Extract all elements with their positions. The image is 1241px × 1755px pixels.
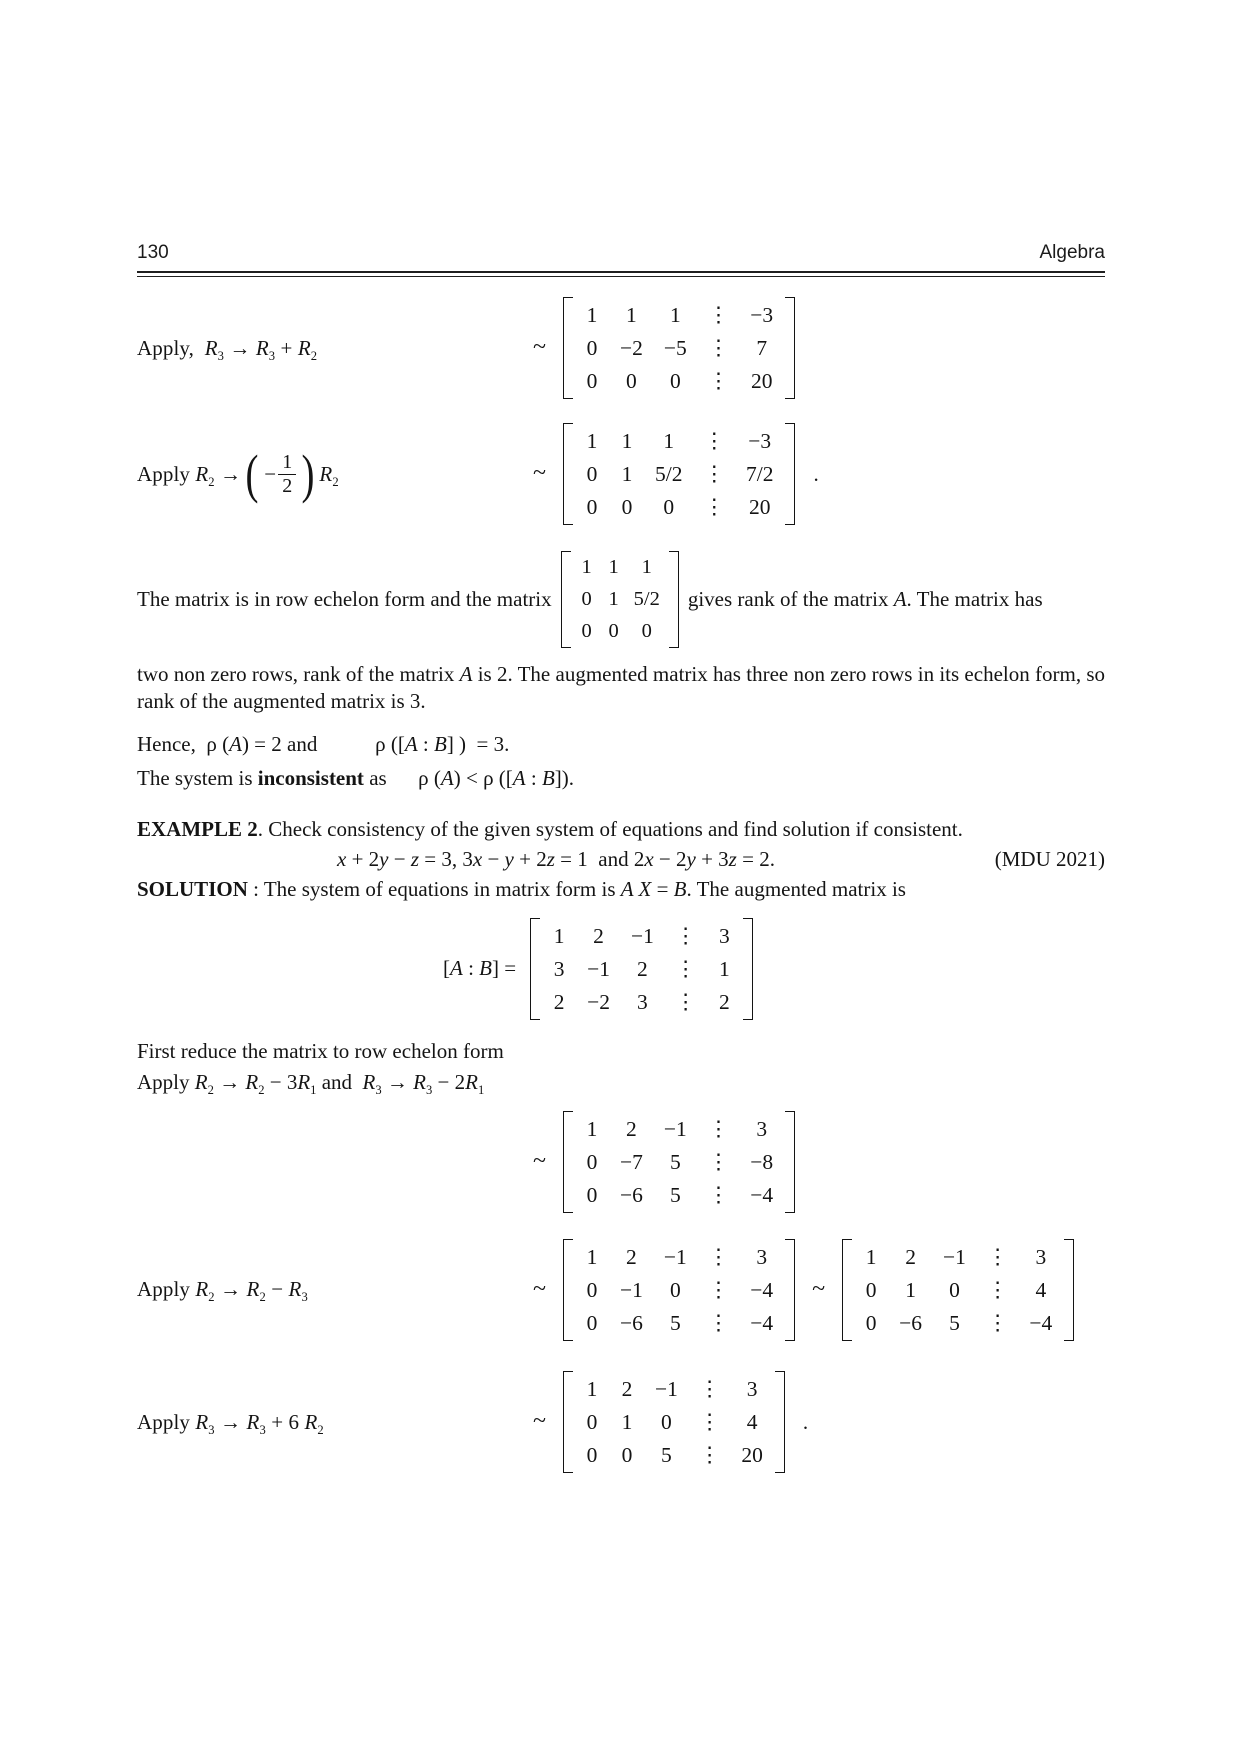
first-reduce-line: First reduce the matrix to row echelon form: [137, 1038, 504, 1063]
matrix-cell: ⋮: [698, 1443, 721, 1468]
hence-line: Hence, ρ (A) = 2 and ρ ([A : B] ) = 3.: [137, 732, 510, 757]
step-math: [533, 297, 795, 399]
matrix-cell: 0: [586, 462, 598, 487]
matrix-cell: 0: [581, 620, 592, 643]
matrix-cell: 0: [581, 588, 592, 611]
source-tag: (MDU 2021): [994, 847, 1105, 872]
matrix-left-bracket: [561, 551, 571, 648]
matrix-cell: −1: [630, 923, 654, 948]
matrix-cell: ⋮: [674, 989, 697, 1014]
equations-row: [137, 847, 1105, 872]
label-prefix: Apply $R_2$ →: [137, 461, 242, 490]
matrix-cell: 5: [669, 1182, 681, 1207]
matrix-cell: ⋮: [707, 1310, 730, 1335]
matrix-cells: [573, 423, 785, 525]
matrix-cell: 5: [949, 1310, 960, 1335]
header-divider: [137, 271, 1105, 277]
matrix-cell: −6: [619, 1182, 643, 1207]
matrix-cell: 0: [865, 1277, 877, 1302]
matrix-cell: 0: [949, 1277, 960, 1302]
matrix-cell: 0: [608, 620, 619, 643]
apply-operations-line: Apply $R_2 \to R_2 - 3R_1$ and $R_3 \to R_3 - 2R_1$: [137, 1070, 485, 1098]
matrix-cell: 2: [626, 1116, 637, 1141]
step-label: Apply, $R_3 \to R_3 + R_2$: [137, 335, 318, 363]
matrix-right-bracket: [669, 551, 679, 648]
matrix-cell: ⋮: [986, 1310, 1009, 1335]
matrix: [563, 297, 795, 399]
matrix-cell: ⋮: [707, 369, 730, 394]
matrix-cell: ⋮: [698, 1410, 721, 1435]
matrix-cell: 2: [626, 1244, 637, 1269]
matrix-cell: ⋮: [674, 923, 697, 948]
matrix-right-bracket: [785, 1111, 795, 1213]
equations-line: x + 2y − z = 3, 3x − y + 2z = 1 and 2x − 2y + 3z = 2.: [337, 847, 775, 872]
step-row-r3-plus-r2: [137, 297, 1105, 399]
matrix-cell: 1: [905, 1277, 916, 1302]
matrix-cell: −4: [750, 1277, 774, 1302]
matrix-cell: 3: [719, 923, 730, 948]
matrix-cell: −5: [663, 336, 687, 361]
matrix: [561, 551, 679, 648]
matrix-cell: 0: [586, 1310, 598, 1335]
matrix-cell: ⋮: [703, 495, 725, 520]
matrix-cell: 1: [621, 429, 633, 454]
rank-paragraph: two non zero rows, rank of the matrix A is 2. The augmented matrix has three non zero rows in its echelon form, so rank of the augmented matrix is 3.: [137, 662, 1105, 714]
echelon-paragraph: [137, 551, 1105, 648]
matrix-left-bracket: [563, 1371, 573, 1473]
matrix-cell: ⋮: [674, 956, 697, 981]
matrix-cell: 7: [756, 336, 768, 361]
matrix-cell: −7: [619, 1149, 643, 1174]
matrix: [563, 1239, 795, 1341]
matrix-cell: 2: [553, 989, 565, 1014]
similarity-symbol: ~: [533, 1147, 546, 1174]
matrix-cell: ⋮: [707, 1244, 730, 1269]
system-line: The system is inconsistent as ρ (A) < ρ ([A : B]).: [137, 765, 575, 790]
matrix-cell: 2: [905, 1244, 916, 1269]
matrix-cell: 0: [586, 1149, 598, 1174]
matrix-cell: 1: [586, 1116, 598, 1141]
matrix-cells: [540, 918, 743, 1020]
matrix-cell: −1: [943, 1244, 966, 1269]
matrix-cell: 0: [586, 336, 598, 361]
matrix-cell: 3: [1035, 1244, 1047, 1269]
page-header: [137, 0, 1105, 271]
matrix-cell: −6: [899, 1310, 923, 1335]
example-heading: EXAMPLE 2. Check consistency of the given system of equations and find solution if consistent.: [137, 817, 963, 842]
matrix-cell: 1: [669, 303, 681, 327]
fraction-denominator: 2: [278, 474, 296, 497]
matrix-cell: 1: [586, 303, 598, 327]
matrix-cell: 7/2: [745, 462, 774, 487]
matrix-cell: 4: [1035, 1277, 1047, 1302]
matrix-left-bracket: [563, 1111, 573, 1213]
matrix-left-bracket: [563, 1239, 573, 1341]
matrix-cell: 1: [553, 923, 565, 948]
matrix-cells: [571, 551, 669, 648]
matrix-left-bracket: [842, 1239, 852, 1341]
matrix-cell: 2: [719, 989, 730, 1014]
matrix-cell: 0: [626, 369, 637, 394]
matrix-cell: ⋮: [707, 1182, 730, 1207]
matrix-cell: 1: [608, 556, 619, 579]
matrix-cell: 0: [586, 369, 598, 394]
matrix: [563, 423, 795, 525]
fraction-numerator: 1: [282, 451, 293, 474]
step-math: [533, 1239, 1074, 1341]
step-label: Apply $R_2 \to R_2 - R_3$: [137, 1277, 308, 1305]
matrix-cell: ⋮: [703, 462, 725, 487]
matrix: [563, 1371, 785, 1473]
matrix-cells: [573, 1371, 775, 1473]
fraction-sign: −: [264, 461, 277, 486]
matrix-cell: ⋮: [698, 1376, 721, 1401]
matrix-right-bracket: [785, 423, 795, 525]
trailing-period: .: [813, 461, 819, 486]
matrix-right-bracket: [1064, 1239, 1074, 1341]
similarity-symbol: ~: [533, 334, 546, 361]
matrix-cell: 20: [750, 369, 773, 394]
solution-line: SOLUTION : The system of equations in matrix form is A X = B. The augmented matrix is: [137, 877, 906, 902]
matrix-cell: 1: [581, 556, 592, 579]
matrix: [563, 1111, 795, 1213]
similarity-symbol: ~: [533, 1275, 546, 1302]
matrix-cell: ⋮: [707, 1116, 730, 1141]
matrix-cell: 5/2: [633, 588, 660, 611]
matrix-cell: 1: [621, 462, 633, 487]
matrix-cell: −1: [619, 1277, 643, 1302]
matrix-cell: 3: [553, 956, 565, 981]
matrix-cell: 1: [626, 303, 637, 327]
fraction-stack: [278, 451, 296, 497]
matrix-cell: 0: [663, 495, 675, 520]
page-number: 130: [137, 242, 169, 263]
step-math: [533, 1371, 808, 1473]
matrix-cell: 0: [865, 1310, 877, 1335]
matrix-cell: 0: [641, 620, 652, 643]
matrix-cell: 0: [586, 1277, 598, 1302]
step-row-r3-plus-6r2: [137, 1371, 1105, 1473]
matrix-cell: 20: [748, 495, 771, 520]
matrix-cell: 5: [669, 1149, 681, 1174]
matrix-cell: ⋮: [707, 336, 730, 361]
matrix-cell: −6: [619, 1310, 643, 1335]
matrix-cell: 5: [669, 1310, 681, 1335]
matrix-cell: −4: [750, 1310, 774, 1335]
matrix-cell: 1: [608, 588, 619, 611]
subject-label: Algebra: [1039, 242, 1105, 263]
matrix-cell: 1: [586, 1244, 598, 1269]
trailing-period: .: [802, 1409, 809, 1434]
fraction: [263, 451, 297, 497]
matrix-cells: [573, 297, 785, 399]
matrix-cell: −2: [619, 336, 643, 361]
matrix-cells: [573, 1239, 785, 1341]
matrix-cell: 0: [586, 495, 598, 520]
matrix-right-bracket: [775, 1371, 785, 1473]
echelon-text-before: The matrix is in row echelon form and the matrix: [137, 587, 552, 612]
matrix-cell: −3: [748, 429, 772, 454]
matrix-cell: 2: [621, 1376, 633, 1401]
matrix-cell: ⋮: [986, 1277, 1009, 1302]
matrix-cell: 1: [865, 1244, 877, 1269]
matrix-right-bracket: [785, 297, 795, 399]
step-math: [533, 423, 819, 525]
similarity-symbol: ~: [533, 1408, 546, 1435]
augmented-matrix-label: [A : B] =: [443, 956, 517, 981]
matrix-cell: −1: [654, 1376, 678, 1401]
matrix-cell: 0: [669, 369, 681, 394]
matrix-cell: −8: [750, 1149, 774, 1174]
matrix-cell: ⋮: [703, 429, 725, 454]
matrix-cell: 3: [756, 1244, 768, 1269]
matrix-cell: 0: [586, 1182, 598, 1207]
matrix-cell: 0: [621, 1443, 633, 1468]
matrix-left-bracket: [563, 297, 573, 399]
matrix-cell: 0: [621, 495, 633, 520]
matrix-cell: ⋮: [986, 1244, 1009, 1269]
matrix-cell: 0: [661, 1410, 672, 1435]
matrix-right-bracket: [743, 918, 753, 1020]
matrix-cell: 20: [741, 1443, 763, 1468]
matrix-cell: 1: [719, 956, 730, 981]
matrix-cell: 0: [586, 1410, 598, 1435]
matrix-cell: −4: [750, 1182, 774, 1207]
matrix-cell: 2: [637, 956, 648, 981]
matrix-cell: 1: [586, 429, 598, 454]
matrix-cell: −3: [750, 303, 774, 327]
matrix-cell: ⋮: [707, 1149, 730, 1174]
matrix-cell: 1: [641, 556, 652, 579]
matrix-cell: 3: [746, 1376, 758, 1401]
matrix-left-bracket: [563, 423, 573, 525]
matrix-cell: ⋮: [707, 1277, 730, 1302]
matrix-cell: 5/2: [654, 462, 683, 487]
matrix-cell: 0: [669, 1277, 681, 1302]
matrix-cell: 2: [593, 923, 604, 948]
similarity-symbol: ~: [533, 460, 546, 487]
echelon-text-after: gives rank of the matrix A. The matrix has: [687, 587, 1043, 612]
matrix-cell: 1: [621, 1410, 633, 1435]
matrix-cell: 3: [637, 989, 648, 1014]
step-row-r2-scale: [137, 423, 1105, 525]
matrix-cell: 1: [663, 429, 675, 454]
matrix-cells: [573, 1111, 785, 1213]
matrix-cell: 5: [661, 1443, 672, 1468]
step-row-after-apply: [137, 1111, 1105, 1213]
step-label: Apply $R_2$ → ( − $\frac{1}{2}$ ) $R_2$: [137, 444, 339, 505]
step-math: [533, 1111, 795, 1213]
augmented-matrix-row: [443, 918, 1105, 1020]
matrix-cell: −1: [587, 956, 610, 981]
matrix-cell: −1: [663, 1116, 687, 1141]
matrix-cell: −1: [663, 1244, 687, 1269]
step-label: Apply $R_3 \to R_3 + 6$ $R_2$: [137, 1409, 324, 1437]
matrix-cell: 1: [586, 1376, 598, 1401]
matrix-cell: 0: [586, 1443, 598, 1468]
matrix-cell: 3: [756, 1116, 768, 1141]
similarity-symbol: ~: [812, 1275, 826, 1302]
step-row-r2-minus-r3: [137, 1239, 1105, 1341]
matrix-cell: ⋮: [707, 303, 730, 327]
matrix: [530, 918, 753, 1020]
matrix: [842, 1239, 1074, 1341]
matrix-right-bracket: [785, 1239, 795, 1341]
label-suffix: $R_2$: [319, 461, 339, 490]
matrix-left-bracket: [530, 918, 540, 1020]
matrix-cell: −2: [587, 989, 610, 1014]
matrix-cell: −4: [1029, 1310, 1053, 1335]
matrix-cell: 4: [746, 1410, 758, 1435]
matrix-cells: [852, 1239, 1064, 1341]
